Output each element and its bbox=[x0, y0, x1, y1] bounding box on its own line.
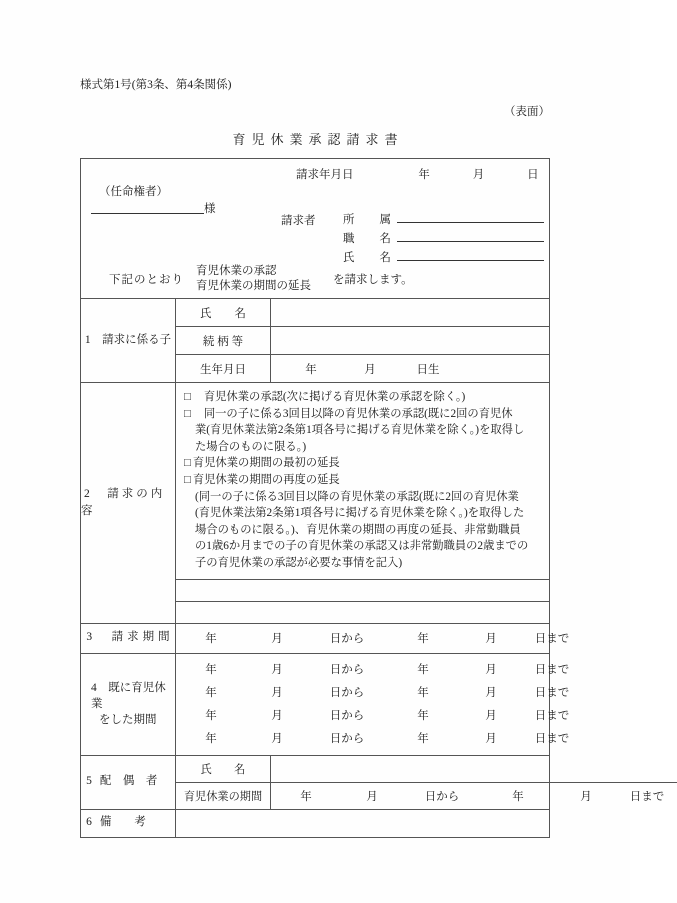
section-4-label-line1: 4 既に育児休業 bbox=[91, 681, 166, 710]
prev-year-to: 年 bbox=[417, 687, 429, 700]
appointer-label: （任命権者） bbox=[99, 186, 168, 198]
section-4-label-line2: をした期間 bbox=[99, 714, 157, 727]
spouse-name-row bbox=[176, 756, 677, 782]
section-3-label: 3 請求期間 bbox=[81, 624, 176, 653]
prev-year-from: 年 bbox=[205, 664, 217, 677]
birth-day: 日生 bbox=[416, 363, 440, 376]
prev-day-from: 日から bbox=[329, 710, 365, 723]
period-day-to: 日まで bbox=[534, 633, 570, 646]
request-statement bbox=[109, 264, 413, 295]
note-line-3: 場合のものに限る。)、育児休業の期間の再度の延長、非常勤職員 bbox=[195, 523, 521, 536]
name-label-b: 名 bbox=[379, 252, 391, 264]
prev-day-to: 日まで bbox=[534, 687, 570, 700]
prev-day-from: 日から bbox=[329, 687, 365, 700]
option-row-approval[interactable] bbox=[184, 389, 541, 406]
affiliation-label-b: 属 bbox=[379, 214, 391, 226]
section-5-number: 5 bbox=[86, 775, 92, 788]
document-title: 育児休業承認請求書 bbox=[232, 132, 404, 147]
prev-month-from: 月 bbox=[271, 733, 283, 746]
section-2-blank-row-1[interactable] bbox=[176, 579, 549, 601]
section-6-number: 6 bbox=[86, 816, 92, 829]
requester-affiliation-row bbox=[343, 210, 544, 229]
child-birthdate-row bbox=[176, 354, 549, 382]
checkbox-icon[interactable]: □ bbox=[184, 391, 191, 403]
prev-day-to: 日まで bbox=[534, 710, 570, 723]
spouse-day-from: 日から bbox=[424, 790, 460, 803]
request-date-day: 日 bbox=[527, 169, 539, 181]
prev-year-from: 年 bbox=[205, 687, 217, 700]
addressee-field[interactable] bbox=[91, 200, 216, 216]
child-birthdate-value[interactable] bbox=[271, 355, 549, 382]
prev-month-from: 月 bbox=[271, 687, 283, 700]
requester-label: 請求者 bbox=[281, 215, 316, 227]
prev-day-to: 日まで bbox=[534, 733, 570, 746]
spouse-year-from: 年 bbox=[300, 790, 312, 803]
section-3-request-period bbox=[81, 623, 570, 653]
period-year-to: 年 bbox=[417, 633, 429, 646]
prev-day-from: 日から bbox=[329, 733, 365, 746]
section-4-label bbox=[81, 654, 176, 755]
section-4-previous-leave bbox=[81, 653, 570, 755]
previous-period-row[interactable] bbox=[176, 727, 582, 750]
section-2-blank-row-2[interactable] bbox=[176, 601, 549, 623]
prev-year-from: 年 bbox=[205, 733, 217, 746]
option-row-third-or-later[interactable] bbox=[184, 406, 541, 423]
position-input-line[interactable] bbox=[397, 229, 544, 242]
section-5-spouse bbox=[81, 755, 665, 809]
child-name-row bbox=[176, 299, 549, 326]
spouse-period-label: 育児休業の期間 bbox=[176, 783, 271, 809]
statement-option-1: 育児休業の承認 bbox=[196, 265, 277, 277]
spouse-name-value[interactable] bbox=[271, 756, 677, 782]
child-relation-label: 続 柄 等 bbox=[176, 327, 271, 354]
prev-month-to: 月 bbox=[485, 664, 497, 677]
prev-year-from: 年 bbox=[205, 710, 217, 723]
side-mark: （表面） bbox=[504, 106, 550, 118]
section-5-label-text: 配 偶 者 bbox=[99, 775, 158, 788]
statement-lead: 下記のとおり bbox=[109, 274, 184, 287]
option-second-extension-text: 育児休業の期間の再度の延長 bbox=[192, 473, 340, 486]
option-row-first-extension[interactable] bbox=[184, 455, 541, 472]
option-first-extension-text: 育児休業の期間の最初の延長 bbox=[192, 457, 340, 470]
note-line-5: 子の育児休業の承認が必要な事情を記入) bbox=[195, 556, 403, 569]
prev-day-from: 日から bbox=[329, 664, 365, 677]
request-date-month: 月 bbox=[472, 169, 485, 181]
prev-month-to: 月 bbox=[485, 733, 497, 746]
section-3-period-value[interactable] bbox=[176, 624, 582, 653]
spouse-period-row bbox=[176, 782, 677, 809]
request-date-year: 年 bbox=[418, 169, 430, 181]
statement-tail: を請求します。 bbox=[333, 274, 413, 287]
previous-period-row[interactable] bbox=[176, 658, 582, 681]
note-line-2: (育児休業法第2条第1項各号に掲げる育児休業を除く。)を取得した bbox=[195, 507, 525, 520]
prev-year-to: 年 bbox=[417, 733, 429, 746]
section-2-label: 2 請求の内容 bbox=[81, 383, 176, 623]
addressee-input-line[interactable] bbox=[91, 200, 204, 214]
affiliation-input-line[interactable] bbox=[397, 210, 544, 223]
spouse-day-to: 日まで bbox=[629, 790, 665, 803]
spouse-name-label: 氏 名 bbox=[176, 756, 271, 782]
requester-block bbox=[81, 159, 549, 298]
form-table bbox=[80, 158, 665, 838]
child-name-value[interactable] bbox=[271, 299, 549, 326]
period-date-line bbox=[176, 627, 582, 650]
spouse-year-to: 年 bbox=[512, 790, 524, 803]
prev-month-from: 月 bbox=[271, 664, 283, 677]
option-approval-text: 育児休業の承認(次に掲げる育児休業の承認を除く。) bbox=[203, 391, 466, 403]
checkbox-icon[interactable]: □ bbox=[184, 407, 191, 420]
note-line-1: (同一の子に係る3回目以降の育児休業の承認(既に2回の育児休業 bbox=[195, 490, 519, 503]
position-label-b: 名 bbox=[379, 233, 391, 245]
section-2-options bbox=[176, 383, 549, 579]
child-relation-row bbox=[176, 326, 549, 354]
form-number: 様式第1号(第3条、第4条関係) bbox=[80, 79, 232, 91]
spouse-period-value[interactable] bbox=[271, 783, 677, 809]
option-third-text-cont-2: た場合のものに限る。) bbox=[195, 440, 307, 453]
child-birthdate-label: 生年月日 bbox=[176, 355, 271, 382]
section-1-label: 1 請求に係る子 bbox=[81, 299, 176, 382]
name-input-line[interactable] bbox=[397, 248, 544, 261]
note-line-4: の1歳6か月までの子の育児休業の承認又は非常勤職員の2歳までの bbox=[195, 540, 529, 553]
prev-month-to: 月 bbox=[485, 710, 497, 723]
section-4-rows[interactable] bbox=[176, 654, 582, 755]
option-row-second-extension[interactable] bbox=[184, 472, 541, 489]
requester-fields bbox=[281, 210, 544, 267]
period-day-from: 日から bbox=[329, 633, 365, 646]
prev-year-to: 年 bbox=[417, 664, 429, 677]
request-date-label: 請求年月日 bbox=[296, 169, 354, 181]
section-6-label-text: 備 考 bbox=[99, 816, 146, 829]
section-1-child-info bbox=[81, 298, 549, 382]
affiliation-label-a: 所 bbox=[343, 214, 355, 226]
prev-month-from: 月 bbox=[271, 710, 283, 723]
period-month-from: 月 bbox=[271, 633, 283, 646]
birth-year: 年 bbox=[305, 363, 317, 376]
checkbox-icon[interactable]: □ bbox=[184, 473, 191, 486]
section-2-request-content bbox=[81, 382, 549, 623]
prev-month-to: 月 bbox=[485, 687, 497, 700]
section-6-label bbox=[81, 810, 176, 837]
name-label-a: 氏 bbox=[343, 252, 355, 264]
period-year-from: 年 bbox=[205, 633, 217, 646]
section-5-label bbox=[81, 756, 176, 809]
child-relation-value[interactable] bbox=[271, 327, 549, 354]
option-third-text: 同一の子に係る3回目以降の育児休業の承認(既に2回の育児休 bbox=[203, 407, 513, 420]
child-name-label: 氏 名 bbox=[176, 299, 271, 326]
spouse-month-to: 月 bbox=[580, 790, 592, 803]
option-third-text-cont-1: 業(育児休業法第2条第1項各号に掲げる育児休業を除く。)を取得し bbox=[195, 424, 525, 437]
request-date-line bbox=[296, 166, 539, 182]
requester-position-row bbox=[343, 229, 544, 248]
prev-day-to: 日まで bbox=[534, 664, 570, 677]
section-6-remarks bbox=[81, 809, 549, 837]
addressee-suffix: 様 bbox=[204, 203, 216, 215]
statement-option-2: 育児休業の期間の延長 bbox=[196, 280, 311, 293]
checkbox-icon[interactable]: □ bbox=[184, 457, 191, 470]
prev-year-to: 年 bbox=[417, 710, 429, 723]
previous-period-row[interactable] bbox=[176, 704, 582, 727]
birth-month: 月 bbox=[364, 363, 376, 376]
position-label-a: 職 bbox=[343, 233, 355, 245]
previous-period-row[interactable] bbox=[176, 681, 582, 704]
spouse-month-from: 月 bbox=[366, 790, 378, 803]
section-6-value[interactable] bbox=[176, 810, 549, 837]
period-month-to: 月 bbox=[485, 633, 497, 646]
spouse-period-line bbox=[271, 784, 677, 807]
